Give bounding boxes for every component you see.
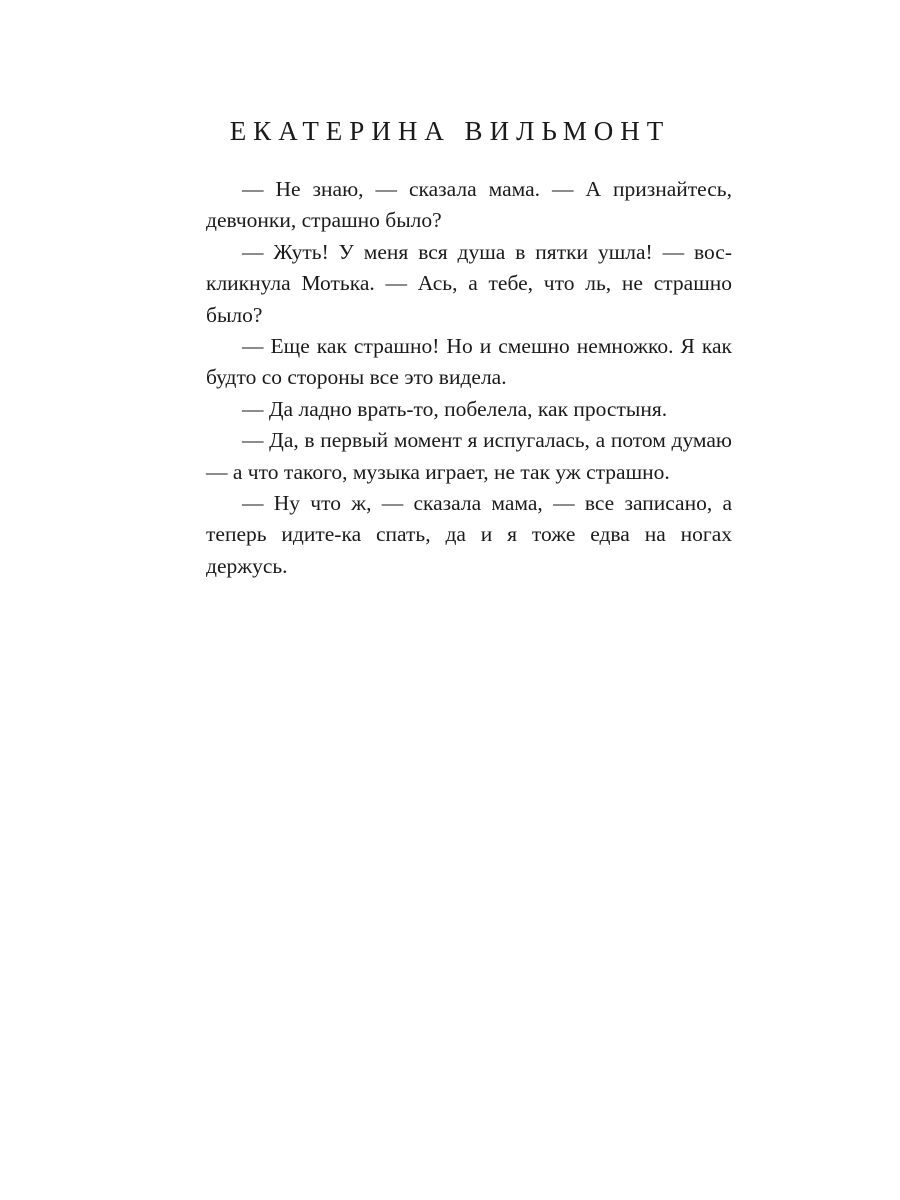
paragraph: — Да ладно врать-то, побелела, как простыня.	[242, 396, 668, 421]
body-text	[206, 174, 732, 582]
paragraph: — Да, в первый момент я испугалась, а потом думаю — а что такого, музыка играет, не так уж страшно.	[206, 428, 732, 484]
paragraph: — Жуть! У меня вся душа в пятки ушла! — воскликнула Мотька. — Ась, а тебе, что ль, не страшно было?	[206, 239, 732, 327]
running-head-author: ЕКАТЕРИНА ВИЛЬМОНТ	[229, 116, 671, 146]
paragraph: — Еще как страшно! Но и смешно немножко. Я как будто со стороны все это видела.	[206, 334, 732, 390]
paragraph: — Ну что ж, — сказала мама, — все записано, а теперь идите-ка спать, да и я тоже едва на ногах держусь.	[206, 491, 732, 578]
paragraph: — Не знаю, — сказала мама. — А признайтесь, девчонки, страшно было?	[206, 177, 732, 233]
